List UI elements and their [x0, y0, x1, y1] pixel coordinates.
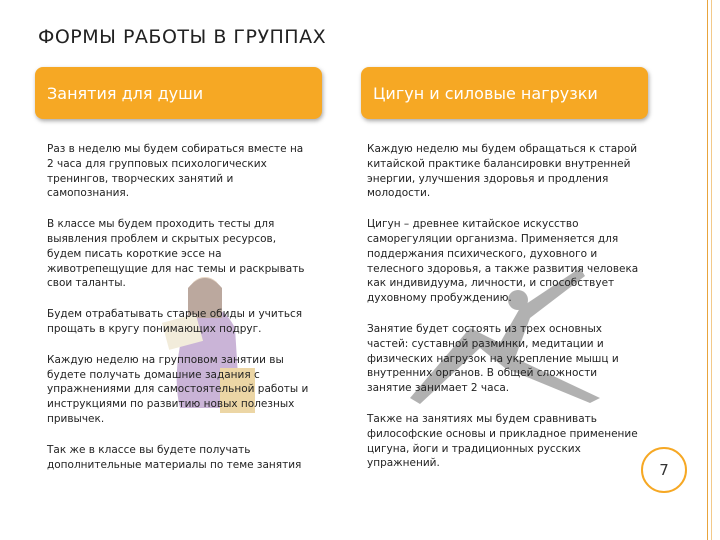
left-paragraph: Будем отрабатывать старые обиды и учиться прощать в кругу понимающих подруг. [47, 308, 303, 335]
frame-line [707, 0, 708, 540]
page-number: 7 [659, 461, 669, 479]
right-header [361, 67, 648, 119]
left-paragraph: Раз в неделю мы будем собираться вместе на 2 часа для групповых психологических тренингов, творческих занятий и самопознания. [47, 143, 304, 200]
right-paragraph: Каждую неделю мы будем обращаться к старой китайской практике балансировки внутренней энергии, улучшения здоровья и продления молодости. [367, 143, 638, 200]
right-column [367, 142, 642, 487]
right-paragraph: Цигун – древнее китайское искусство саморегуляции организма. Применяется для поддержания психического, духовного и телесного здоровья, а также развития человека как индивидуума, личности, и способствует духовному пробуждению. [367, 218, 639, 305]
right-paragraph: Занятие будет состоять из трех основных частей: суставной разминки, медитации и физических нагрузок на укрепление мышц и внутренних органов. В общей сложности занятие занимает 2 часа. [367, 322, 619, 395]
left-paragraph: В классе мы будем проходить тесты для выявления проблем и скрытых ресурсов, будем писать короткие эссе на животрепещущие для нас темы и раскрывать свои таланты. [47, 218, 305, 290]
left-paragraph: Так же в классе вы будете получать дополнительные материалы по теме занятия [47, 443, 302, 471]
left-header [35, 67, 322, 119]
right-paragraph: Также на занятиях мы будем сравнивать философские основы и прикладное применение цигуна, йоги и традиционных русских упражнений. [367, 412, 638, 470]
page-number-badge [641, 447, 687, 493]
left-column [47, 142, 312, 488]
frame-line-inner [711, 0, 712, 540]
left-paragraph: Каждую неделю на групповом занятии вы будете получать домашние задания с упражнениями для самостоятельной работы и инструкциями по развитию новых полезных привычек. [47, 353, 309, 425]
right-header-label: Цигун и силовые нагрузки [373, 83, 598, 103]
page-title: ФОРМЫ РАБОТЫ В ГРУППАХ [38, 26, 327, 48]
left-header-label: Занятия для души [47, 83, 204, 103]
